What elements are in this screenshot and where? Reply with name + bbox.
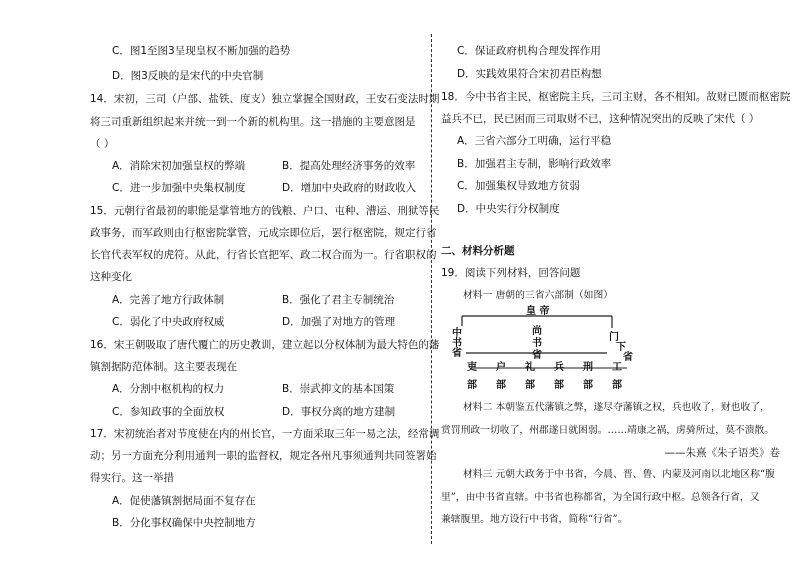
q14-blank: （ ）	[90, 138, 115, 150]
menxia-char-2: 下	[616, 342, 626, 353]
q14-option-c: C．进一步加强中央集权制度	[112, 182, 246, 194]
material-2-line-1: 材料二 本朝鉴五代藩镇之弊，遂尽夺藩镇之权，兵也收了，财也收了，	[463, 402, 770, 413]
ministry-hu-top: 户	[496, 362, 506, 373]
q13-option-c: C．图1至图3呈现皇权不断加强的趋势	[112, 45, 291, 57]
q17-option-c: C．保证政府机构合理发挥作用	[457, 45, 601, 57]
q17-text-1: 17．宋初统治者对节度使在内的州长官，一方面采取三年一易之法，经常调	[90, 428, 440, 440]
shangshu-char-3: 省	[532, 350, 542, 361]
q16-option-a: A．分割中枢机构的权力	[112, 383, 225, 395]
ministry-hu-bottom: 部	[496, 380, 506, 391]
menxia-char-3: 省	[623, 352, 633, 363]
material-3-line-1: 材料三 元朝大政务于中书省，今晨、晋、鲁、内蒙及河南以北地区称“腹	[463, 469, 775, 480]
q16-text-2: 镇割据防范体制。这主要表现在	[90, 361, 237, 373]
q17-text-3: 得实行。这一举措	[90, 472, 174, 484]
ministry-bing-top: 兵	[554, 362, 564, 373]
q15-text-1: 15．元朝行省最初的职能是掌管地方的钱粮、户口、屯种、漕运、刑狱等民	[90, 205, 440, 217]
q16-option-b: B．崇武抑文的基本国策	[282, 383, 395, 395]
ministry-li2-bottom: 部	[525, 380, 535, 391]
q18-option-b: B．加强君主专制，影响行政效率	[457, 158, 612, 170]
ministry-gong-bottom: 部	[612, 380, 622, 391]
zhongshu-char-1: 中	[452, 328, 462, 339]
q17-option-b: B．分化事权确保中央控制地方	[112, 517, 256, 529]
q16-option-d: D．事权分离的地方建制	[282, 406, 396, 418]
material-1-title: 材料一 唐朝的三省六部制（如图）	[463, 290, 614, 301]
q15-text-2: 政事务，而军政则由行枢密院掌管，元成宗即位后，罢行枢密院，规定行省	[90, 227, 437, 239]
q17-option-d: D．实践效果符合宋初君臣构想	[457, 68, 602, 80]
q18-option-a: A．三省六部分工明确，运行平稳	[457, 135, 612, 147]
q17-text-2: 动；另一方面充分利用通判一职的监督权，规定各州凡事须通判共同签署始	[90, 450, 437, 462]
column-divider	[431, 34, 432, 544]
material-3-line-3: 兼辖腹里。地方设行中书省，简称“行省”。	[441, 514, 628, 525]
shangshu-char-2: 书	[532, 338, 542, 349]
q17-option-a: A．促使藩镇割据局面不复存在	[112, 495, 256, 507]
q13-option-d: D．图3反映的是宋代的中央官制	[112, 70, 264, 82]
material-2-line-2: 赏罚刑政一切收了，州郡遂日就困弱。……靖康之祸，虏骑所过，莫不溃散。	[441, 425, 775, 436]
menxia-char-1: 门	[609, 332, 619, 343]
q14-option-a: A．消除宋初加强皇权的弊端	[112, 160, 246, 172]
ministry-li-top: 吏	[467, 362, 477, 373]
q14-text-2: 将三司重新组织起来并统一到一个新的机构里。这一措施的主要意图是	[90, 116, 416, 128]
q14-option-b: B．提高处理经济事务的效率	[282, 160, 416, 172]
q14-text-1: 14．宋初，三司（户部、盐铁、度支）独立掌握全国财政，王安石变法时期	[90, 93, 440, 105]
emperor-label: 皇 帝	[526, 306, 550, 317]
q18-option-d: D．中央实行分权制度	[457, 203, 560, 215]
q16-option-c: C．参知政事的全面放权	[112, 406, 225, 418]
q14-option-d: D．增加中央政府的财政收入	[282, 182, 417, 194]
zhongshu-char-2: 书	[452, 338, 462, 349]
material-2-source: ——朱熹《朱子语类》卷	[664, 447, 780, 459]
q15-text-3: 长官代表军权的虎符。从此，行省长官把军、政二权合而为一。行省职权的	[90, 249, 437, 261]
ministry-li-bottom: 部	[467, 380, 477, 391]
three-departments-diagram	[452, 298, 638, 392]
ministry-gong-top: 工	[612, 362, 622, 373]
ministry-li2-top: 礼	[525, 362, 535, 373]
material-3-line-2: 里”，由中书省直辖。中书省也称都省，为全国行政中枢。总领各行省，又	[441, 492, 760, 503]
q16-text-1: 16．宋王朝吸取了唐代覆亡的历史教训，建立起以分权体制为最大特色的藩	[90, 339, 440, 351]
ministry-bing-bottom: 部	[554, 380, 564, 391]
q18-option-c: C．加强集权导致地方贫弱	[457, 180, 580, 192]
q15-text-4: 这种变化	[90, 271, 132, 283]
q15-option-d: D．加强了对地方的管理	[282, 316, 396, 328]
zhongshu-char-3: 省	[452, 348, 462, 359]
q18-text-1: 18．今中书省主民，枢密院主兵，三司主财，各不相知。故财已匮而枢密院	[441, 91, 791, 103]
q15-option-c: C．弱化了中央政府权威	[112, 316, 225, 328]
q15-option-b: B．强化了君主专制统治	[282, 294, 395, 306]
ministry-xing-bottom: 部	[583, 380, 593, 391]
ministry-xing-top: 刑	[583, 362, 593, 373]
q19-text: 19．阅读下列材料，回答问题	[441, 267, 581, 279]
shangshu-char-1: 尚	[532, 326, 542, 337]
q18-text-2: 益兵不已，民已困而三司取财不已，这种情况突出的反映了宋代（ ）	[441, 113, 760, 125]
section-title: 二、材料分析题	[441, 245, 515, 257]
q15-option-a: A．完善了地方行政体制	[112, 294, 225, 306]
